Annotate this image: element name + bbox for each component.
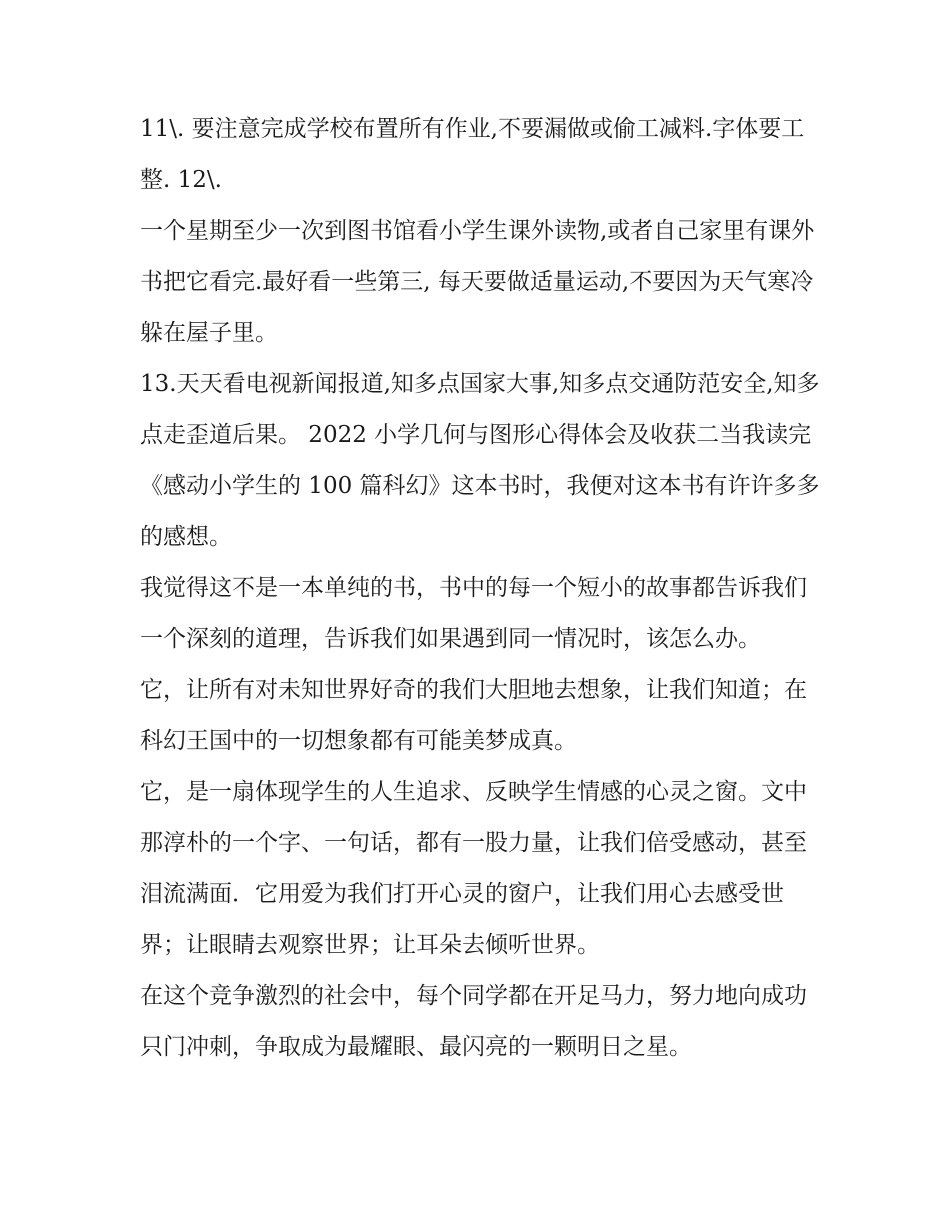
paragraph-library-exercise: 一个星期至少一次到图书馆看小学生课外读物,或者自己家里有课外书把它看完.最好看一些第三, 每天要做适量运动,不要因为天气寒冷躲在屋子里。 — [140, 218, 815, 346]
document-body — [140, 104, 820, 1073]
paragraph-window-of-soul: 它，是一扇体现学生的人生追求、反映学生情感的心灵之窗。文中那淳朴的一个字、一句话，都有一股力量，让我们倍受感动，甚至泪流满面．它用爱为我们打开心灵的窗户，让我们用心去感受世界；让眼睛去观察世界；让耳朵去倾听世界。 — [140, 779, 807, 958]
paragraph-news-and-reading: 13.天天看电视新闻报道,知多点国家大事,知多点交通防范安全,知多点走歪道后果。 2022 小学几何与图形心得体会及收获二当我读完《感动小学生的 100 篇科幻》这本书时，我便对这本书有许许多多的感想。 — [140, 371, 820, 550]
paragraph-imagination: 它，让所有对未知世界好奇的我们大胆地去想象，让我们知道；在科幻王国中的一切想象都有可能美梦成真。 — [140, 677, 807, 754]
paragraph-competition: 在这个竞争激烈的社会中，每个同学都在开足马力，努力地向成功只门冲刺，争取成为最耀眼、最闪亮的一颗明日之星。 — [140, 983, 807, 1060]
paragraph-homework: 11\. 要注意完成学校布置所有作业,不要漏做或偷工减料.字体要工整. 12\. — [140, 116, 805, 193]
paragraph-book-meaning: 我觉得这不是一本单纯的书，书中的每一个短小的故事都告诉我们一个深刻的道理，告诉我们如果遇到同一情况时，该怎么办。 — [140, 575, 807, 652]
